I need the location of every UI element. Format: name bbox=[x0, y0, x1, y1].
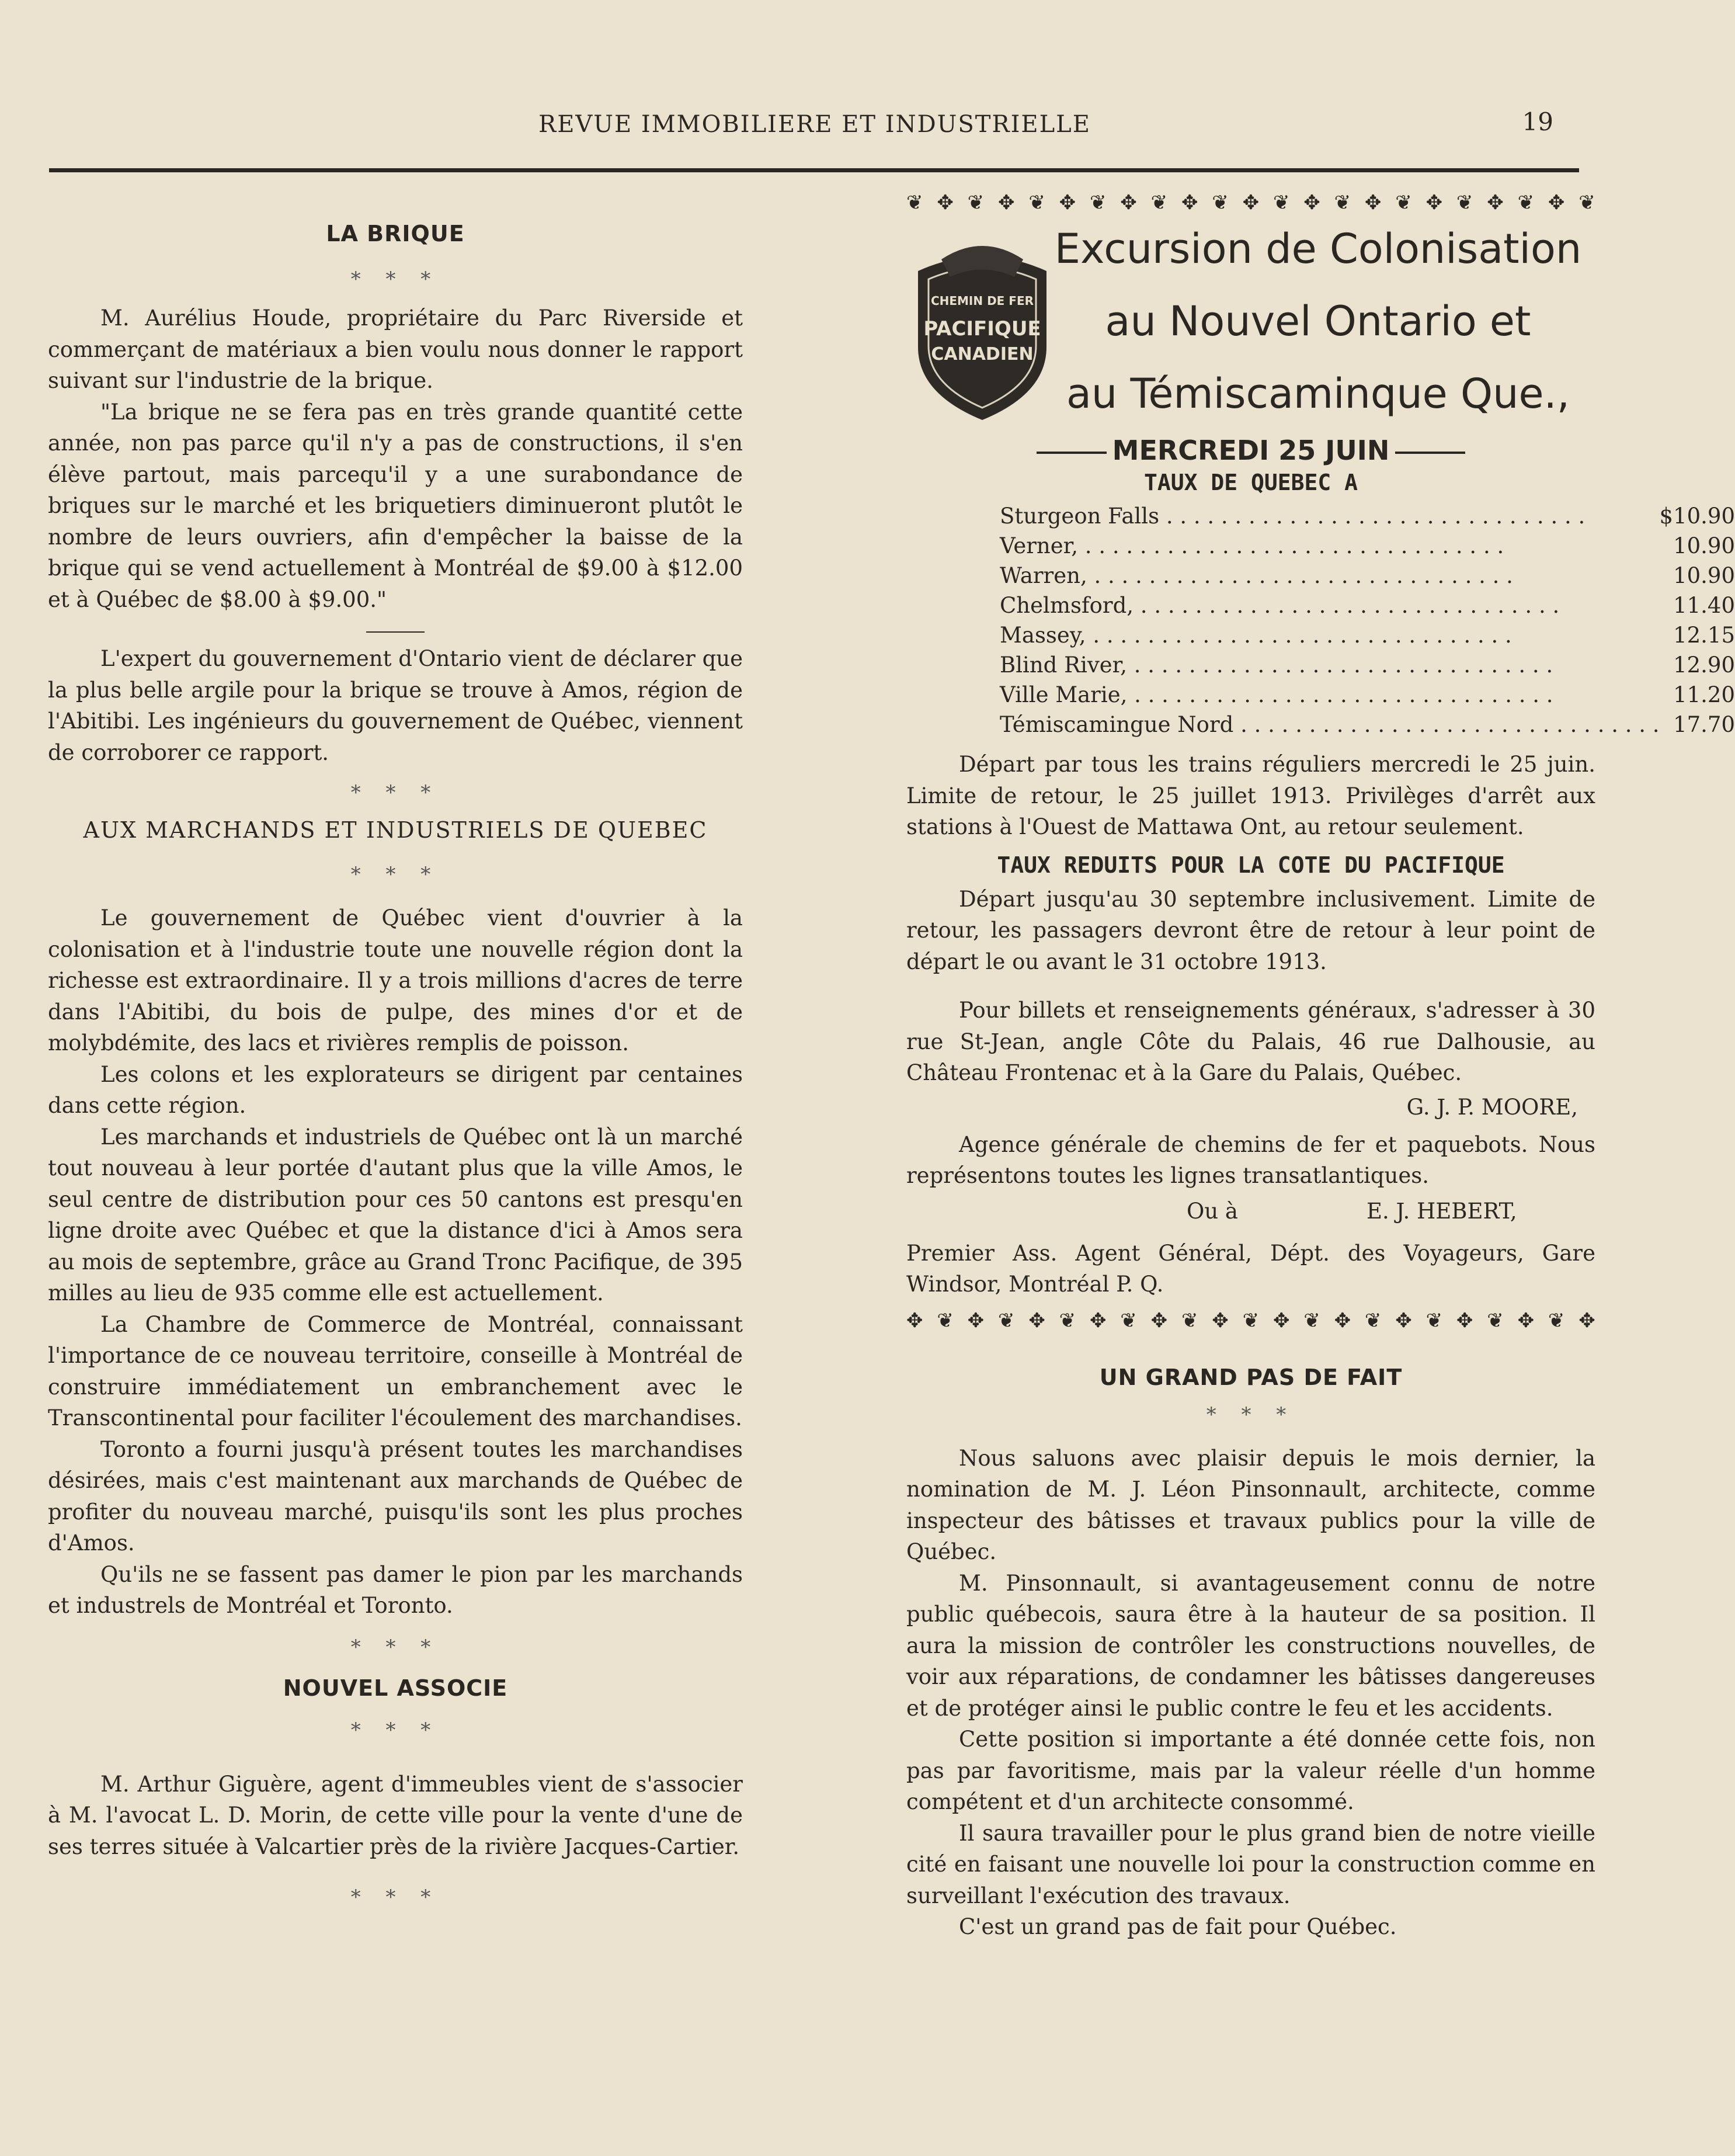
table-row: Warren, . . . 10.90 bbox=[1000, 561, 1735, 591]
pacific-rates-title: TAUX REDUITS POUR LA COTE DU PACIFIQUE bbox=[997, 852, 1505, 878]
paragraph: Toronto a fourni jusqu'à présent toutes les marchandises désirées, mais c'est maintenant aux marchands de Québec de profiter du nouveau marché, puisqu'ils sont les plus proches d'Amos. bbox=[48, 1436, 743, 1556]
asterism: * * * bbox=[350, 863, 440, 886]
left-column bbox=[48, 193, 743, 1909]
paragraph: Les marchands et industriels de Québec ont là un marché tout nouveau à leur portée d'autant plus que la ville Amos, le seul centre de distribution pour ces 50 cantons est presqu'en ligne droite avec Québec et que la distance d'ici à Amos sera au mois de septembre, grâce au Grand Tronc Pacifique, de 395 milles au lieu de 935 comme elle est actuellement. bbox=[48, 1124, 743, 1306]
paragraph: Pour billets et renseignements généraux, s'adresser à 30 rue St-Jean, angle Côte du Palais, 46 rue Dalhousie, au Château Frontenac et à la Gare du Palais, Québec. bbox=[906, 998, 1595, 1085]
asterism: * * * bbox=[350, 268, 440, 291]
separator-rule bbox=[366, 631, 425, 633]
asterism: * * * bbox=[1206, 1402, 1296, 1426]
paragraph: "La brique ne se fera pas en très grande quantité cette année, non pas parce qu'il n'y a pas de constructions, il s'en élève partout, mais parcequ'il y a une surabondance de briques sur le marché et les briquetiers diminueront plutôt le nombre de leurs ouvriers, afin d'empêcher la baisse de la brique qui se vend actuellement à Montréal de $9.00 à $12.00 et à Québec de $8.00 à $9.00." bbox=[48, 399, 743, 612]
ornament-border-top: ❦ ✥ ❦ ✥ ❦ ✥ ❦ ✥ ❦ ✥ ❦ ✥ ❦ ✥ ❦ ✥ ❦ ✥ ❦ ✥ ❦ ✥ ❦ bbox=[906, 191, 1595, 214]
fare-table bbox=[1000, 501, 1735, 740]
asterism: * * * bbox=[350, 1718, 440, 1742]
paragraph: Agence générale de chemins de fer et paquebots. Nous représentons toutes les lignes transatlantiques. bbox=[906, 1131, 1595, 1188]
paragraph: Départ par tous les trains réguliers mercredi le 25 juin. Limite de retour, le 25 juillet 1913. Privilèges d'arrêt aux stations à l'Ouest de Mattawa Ont, au retour seulement. bbox=[906, 752, 1595, 839]
right-column bbox=[906, 191, 1735, 1943]
running-header bbox=[53, 107, 1577, 146]
paragraph: Nous saluons avec plaisir depuis le mois dernier, la nomination de M. J. Léon Pinsonnault, architecte, comme inspecteur des bâtisses et travaux publics pour la ville de Québec. bbox=[906, 1445, 1595, 1564]
signature: G. J. P. MOORE, bbox=[1406, 1094, 1578, 1120]
paragraph: Les colons et les explorateurs se dirigent par centaines dans cette région. bbox=[48, 1061, 743, 1118]
page-number: 19 bbox=[1522, 107, 1553, 136]
paragraph: Départ jusqu'au 30 septembre inclusivement. Limite de retour, les passagers devront être de retour à leur point de départ le ou avant le 31 octobre 1913. bbox=[906, 886, 1595, 974]
paragraph: Cette position si importante a été donnée cette fois, non pas par favoritisme, mais par la valeur réelle d'un homme compétent et d'un architecte consommé. bbox=[906, 1727, 1595, 1814]
paragraph: M. Aurélius Houde, propriétaire du Parc Riverside et commerçant de matériaux a bien voulu nous donner le rapport suivant sur l'industrie de la brique. bbox=[48, 305, 743, 393]
signature-line: Ou à E. J. HEBERT, bbox=[1187, 1198, 1517, 1224]
paragraph: L'expert du gouvernement d'Ontario vient de déclarer que la plus belle argile pour la brique se trouve à Amos, région de l'Abitibi. Les ingénieurs du gouvernement de Québec, viennent de corroborer ce rapport. bbox=[48, 646, 743, 765]
ad-title: Excursion de Colonisation au Nouvel Ontario et au Témiscaminque Que., bbox=[1054, 225, 1582, 418]
rates-title: TAUX DE QUEBEC A bbox=[1143, 470, 1358, 495]
table-row: Massey, . . . 12.15 bbox=[1000, 620, 1735, 650]
asterism: * * * bbox=[350, 781, 440, 804]
paragraph: La Chambre de Commerce de Montréal, connaissant l'importance de ce nouveau territoire, conseille à Montréal de construire immédiatement un embranchement avec le Transcontinental pour faciliter l'écoulement des marchandises. bbox=[48, 1311, 743, 1431]
paragraph: Qu'ils ne se fassent pas damer le pion par les marchands et industrels de Montréal et Toronto. bbox=[48, 1561, 743, 1618]
paragraph: M. Arthur Giguère, agent d'immeubles vient de s'associer à M. l'avocat L. D. Morin, de cette ville pour la vente d'une de ses terres située à Valcartier près de la rivière Jacques-Cartier. bbox=[48, 1771, 743, 1859]
svg-text:PACIFIQUE: PACIFIQUE bbox=[923, 317, 1041, 341]
table-row: Chelmsford, . . . 11.40 bbox=[1000, 591, 1735, 620]
article-heading-grand-pas: UN GRAND PAS DE FAIT bbox=[1099, 1364, 1403, 1390]
asterism: * * * bbox=[350, 1635, 440, 1659]
article-heading-la-brique: LA BRIQUE bbox=[326, 221, 465, 247]
table-row: Blind River, . . . 12.90 bbox=[1000, 650, 1735, 680]
ad-date: MERCREDI 25 JUIN bbox=[906, 435, 1595, 466]
header-rule bbox=[49, 168, 1579, 172]
svg-text:CHEMIN DE FER: CHEMIN DE FER bbox=[930, 294, 1034, 308]
table-row: Sturgeon Falls . . . $10.90 bbox=[1000, 501, 1735, 531]
cpr-advertisement-header bbox=[906, 213, 1595, 435]
table-row: Témiscamingue Nord . . . 17.70 bbox=[1000, 710, 1735, 740]
table-row: Verner, . . . 10.90 bbox=[1000, 531, 1735, 561]
ornament-border-bottom: ✥ ❦ ✥ ❦ ✥ ❦ ✥ ❦ ✥ ❦ ✥ ❦ ✥ ❦ ✥ ❦ ✥ ❦ ✥ ❦ ✥ ❦ ✥ bbox=[906, 1308, 1595, 1332]
paragraph: Il saura travailler pour le plus grand bien de notre vieille cité en faisant une nouvelle loi pour la construction comme en surveillant l'exécution des travaux. bbox=[906, 1820, 1595, 1908]
paragraph: Le gouvernement de Québec vient d'ouvrier à la colonisation et à l'industrie toute une nouvelle région dont la richesse est extraordinaire. Il y a trois millions d'acres de terre dans l'Abitibi, du bois de pulpe, des mines d'or et de molybdémite, des lacs et rivières remplis de poisson. bbox=[48, 905, 743, 1056]
paragraph: C'est un grand pas de fait pour Québec. bbox=[959, 1914, 1397, 1939]
asterism: * * * bbox=[350, 1886, 440, 1909]
article-heading-marchands: AUX MARCHANDS ET INDUSTRIELS DE QUEBEC bbox=[83, 817, 708, 843]
paragraph: Premier Ass. Agent Général, Dépt. des Voyageurs, Gare Windsor, Montréal P. Q. bbox=[906, 1240, 1595, 1297]
svg-text:CANADIEN: CANADIEN bbox=[931, 344, 1034, 364]
paragraph: M. Pinsonnault, si avantageusement connu de notre public québecois, saura être à la hauteur de sa position. Il aura la mission de contrôler les constructions nouvelles, de voir aux réparations, de condamner les bâtisses dangereuses et de protéger ainsi le public contre le feu et les accidents. bbox=[906, 1570, 1595, 1721]
cpr-shield-logo-icon bbox=[906, 236, 1058, 423]
table-row: Ville Marie, . . . 11.20 bbox=[1000, 680, 1735, 710]
article-heading-nouvel-associe: NOUVEL ASSOCIE bbox=[283, 1675, 508, 1701]
journal-title: REVUE IMMOBILIERE ET INDUSTRIELLE bbox=[538, 111, 1091, 138]
